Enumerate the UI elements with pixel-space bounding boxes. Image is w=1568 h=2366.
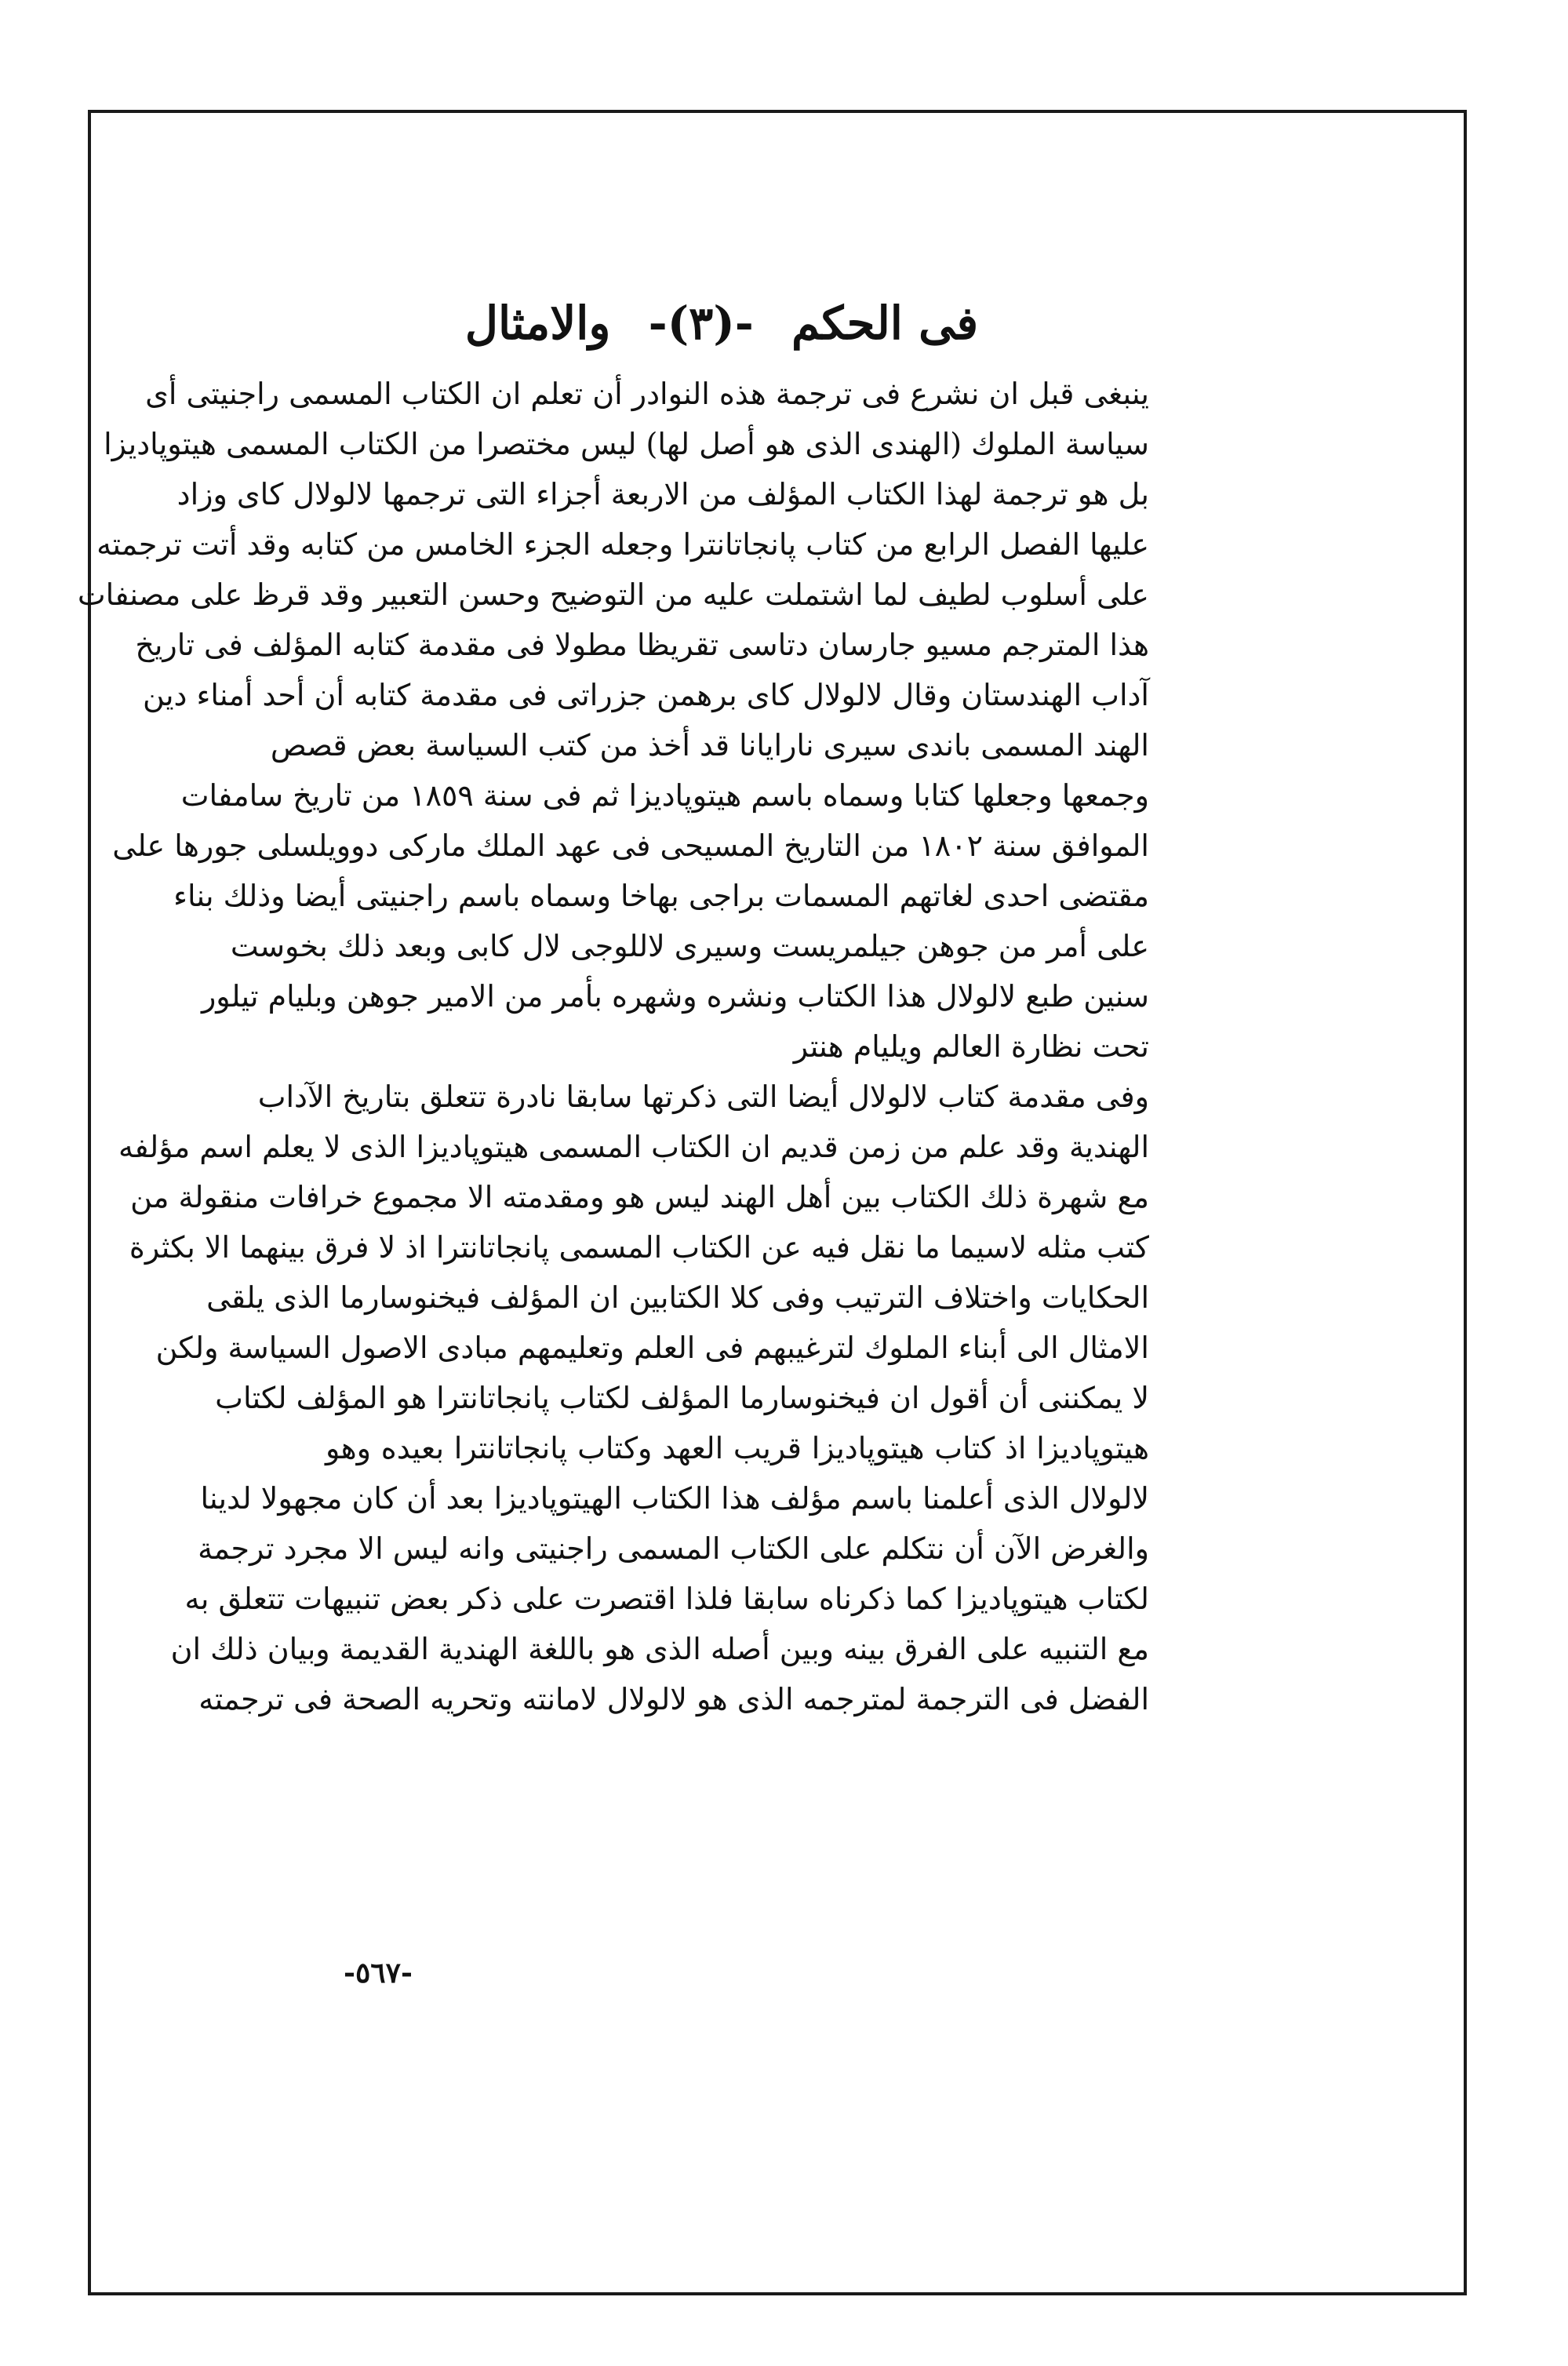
- text-line: ينبغى قبل ان نشرع فى ترجمة هذه النوادر أن تعلم ان الكتاب المسمى راجنيتى أى: [145, 377, 1149, 411]
- text-line: لكتاب هيتوپاديزا كما ذكرناه سابقا فلذا اقتصرت على ذكر بعض تنبيهات تتعلق به: [184, 1582, 1149, 1616]
- text-line: الهند المسمى باندى سيرى نارايانا قد أخذ من كتب السياسة بعض قصص: [270, 728, 1149, 763]
- text-line: تحت نظارة العالم ويليام هنتر: [793, 1029, 1149, 1064]
- text-line: الموافق سنة ١٨٠٢ من التاريخ المسيحى فى عهد الملك ماركى دوويلسلى جورها على: [112, 828, 1149, 863]
- text-line: الامثال الى أبناء الملوك لترغيبهم فى العلم وتعليمهم مبادى الاصول السياسة ولكن: [155, 1330, 1149, 1365]
- text-line: الهندية وقد علم من زمن قديم ان الكتاب المسمى هيتوپاديزا الذى لا يعلم اسم مؤلفه: [118, 1130, 1149, 1164]
- text-line: عليها الفصل الرابع من كتاب پانجاتانترا وجعله الجزء الخامس من كتابه وقد أتت ترجمته: [96, 527, 1149, 562]
- text-line: مع شهرة ذلك الكتاب بين أهل الهند ليس هو ومقدمته الا مجموع خرافات منقولة من: [130, 1180, 1149, 1214]
- text-line: وفى مقدمة كتاب لالولال أيضا التى ذكرتها سابقا نادرة تتعلق بتاريخ الآداب: [257, 1079, 1149, 1114]
- page-body-text: [77, 369, 1149, 1724]
- text-line: الحكايات واختلاف الترتيب وفى كلا الكتابين ان المؤلف فيخنوسارما الذى يلقى: [206, 1280, 1149, 1315]
- text-line: لالولال الذى أعلمنا باسم مؤلف هذا الكتاب الهيتوپاديزا بعد أن كان مجهولا لدينا: [200, 1481, 1149, 1516]
- page-header: [329, 292, 1114, 355]
- text-line: على أسلوب لطيف لما اشتملت عليه من التوضيح وحسن التعبير وقد قرظ على مصنفات: [77, 577, 1149, 612]
- header-left-text: فى الحكم: [791, 297, 979, 350]
- text-line: هذا المترجم مسيو جارسان دتاسى تقريظا مطولا فى مقدمة كتابه المؤلف فى تاريخ: [135, 628, 1149, 662]
- text-line: سياسة الملوك (الهندى الذى هو أصل لها) ليس مختصرا من الكتاب المسمى هيتوپاديزا: [104, 427, 1149, 461]
- text-line: مع التنبيه على الفرق بينه وبين أصله الذى هو باللغة الهندية القديمة وبيان ذلك ان: [170, 1632, 1149, 1666]
- text-line: هيتوپاديزا اذ كتاب هيتوپاديزا قريب العهد وكتاب پانجاتانترا بعيده وهو: [326, 1431, 1149, 1465]
- text-line: والغرض الآن أن نتكلم على الكتاب المسمى راجنيتى وانه ليس الا مجرد ترجمة: [198, 1531, 1149, 1566]
- header-right-text: والامثال: [464, 297, 611, 350]
- text-line: الفضل فى الترجمة لمترجمه الذى هو لالولال لامانته وتحريه الصحة فى ترجمته: [198, 1682, 1149, 1716]
- text-line: آداب الهندستان وقال لالولال كاى برهمن جزراتى فى مقدمة كتابه أن أحد أمناء دين: [143, 678, 1149, 712]
- text-line: لا يمكننى أن أقول ان فيخنوسارما المؤلف لكتاب پانجاتانترا هو المؤلف لكتاب: [215, 1381, 1149, 1415]
- text-line: مقتضى احدى لغاتهم المسمات براجى بهاخا وسماه باسم راجنيتى أيضا وذلك بناء: [173, 879, 1149, 913]
- footer-page-number: -٥٦٧-: [344, 1956, 413, 1989]
- text-line: على أمر من جوهن جيلمريست وسيرى لاللوجى لال كابى وبعد ذلك بخوست: [230, 929, 1149, 963]
- paragraph-1: [77, 369, 1149, 1072]
- paragraph-2: [118, 1072, 1149, 1724]
- text-line: بل هو ترجمة لهذا الكتاب المؤلف من الاربعة أجزاء التى ترجمها لالولال كاى وزاد: [176, 477, 1149, 511]
- text-line: وجمعها وجعلها كتابا وسماه باسم هيتوپاديزا ثم فى سنة ١٨٥٩ من تاريخ سامفات: [180, 778, 1149, 813]
- text-line: كتب مثله لاسيما ما نقل فيه عن الكتاب المسمى پانجاتانترا اذ لا فرق بينهما الا بكثرة: [129, 1230, 1149, 1265]
- text-line: سنين طبع لالولال هذا الكتاب ونشره وشهره بأمر من الامير جوهن وبليام تيلور: [201, 979, 1149, 1014]
- header-page-number: -(٣)-: [648, 297, 754, 350]
